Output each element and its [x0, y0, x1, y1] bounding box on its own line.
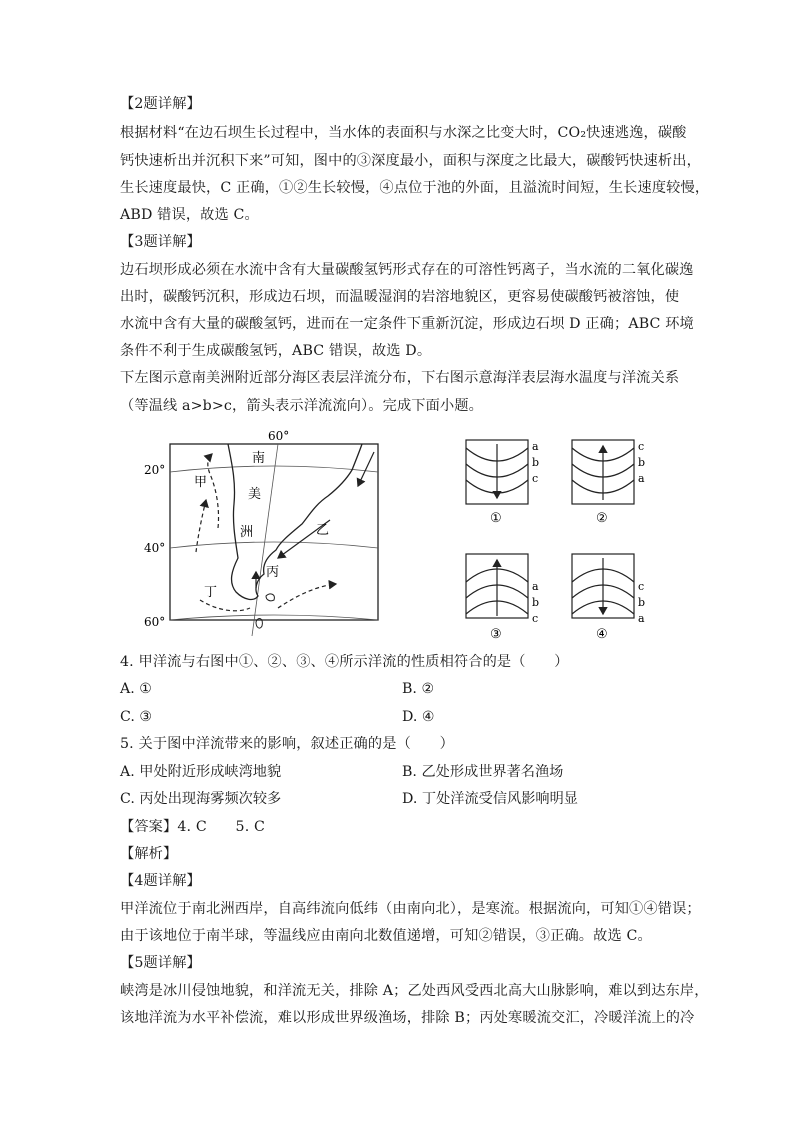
diagram-4 — [572, 554, 645, 642]
q4-option-a[interactable]: A. ① — [120, 681, 152, 697]
d4-number: ④ — [596, 627, 608, 642]
section2-line-3: 生长速度最快，C 正确，①②生长较慢，④点位于池的外面，且溢流时间短，生长速度较慢， — [120, 180, 710, 196]
d1-label-1: a — [532, 440, 539, 453]
diagram-2 — [572, 440, 645, 526]
lon-label: 60° — [268, 429, 290, 443]
section4-line-1: 甲洋流位于南北洲西岸，自高纬流向低纬（由南向北），是寒流。根据流向，可知①④错误； — [120, 901, 701, 917]
q5-option-a[interactable]: A. 甲处附近形成峡湾地貌 — [120, 764, 282, 780]
q5-option-c[interactable]: C. 丙处出现海雾频次较多 — [120, 791, 282, 807]
d3-label-1: a — [532, 580, 539, 593]
label-ding: 丁 — [204, 585, 218, 600]
d2-label-3: a — [638, 472, 645, 485]
section5-line-2: 该地洋流为水平补偿流，难以形成世界级渔场，排除 B；丙处寒暖流交汇，冷暖洋流上的冷 — [120, 1010, 695, 1026]
continent-char-1: 南 — [252, 451, 266, 466]
lat-label-20: 20° — [144, 463, 166, 477]
diagram-1 — [466, 440, 539, 526]
d2-number: ② — [596, 511, 608, 526]
q4-stem: 4. 甲洋流与右图中①、②、③、④所示洋流的性质相符合的是（ ） — [120, 654, 569, 670]
intro-line-2: （等温线 a>b>c，箭头表示洋流流向）。完成下面小题。 — [120, 398, 483, 414]
q5-stem: 5. 关于图中洋流带来的影响，叙述正确的是（ ） — [120, 736, 454, 752]
d4-label-3: a — [638, 612, 645, 625]
label-yi: 乙 — [316, 523, 330, 538]
diagram-3 — [466, 554, 539, 642]
d3-label-3: c — [532, 612, 539, 625]
d3-label-2: b — [532, 596, 540, 609]
q4-option-b[interactable]: B. ② — [402, 681, 435, 697]
q5-option-d[interactable]: D. 丁处洋流受信风影响明显 — [402, 791, 578, 807]
section2-line-2: 钙快速析出并沉积下来”可知，图中的③深度最小，面积与深度之比最大，碳酸钙快速析出， — [120, 153, 701, 169]
d4-label-1: c — [638, 580, 645, 593]
intro-line-1: 下左图示意南美洲附近部分海区表层洋流分布，下右图示意海洋表层海水温度与洋流关系 — [120, 370, 680, 386]
section4-line-2: 由于该地位于南半球，等温线应由南向北数值递增，可知②错误，③正确。故选 C。 — [120, 928, 652, 944]
section4-heading: 【4题详解】 — [120, 873, 201, 889]
q4-option-c[interactable]: C. ③ — [120, 709, 153, 725]
section2-line-4: ABD 错误，故选 C。 — [120, 207, 259, 223]
d3-number: ③ — [490, 627, 502, 642]
d1-label-2: b — [532, 456, 540, 469]
section3-line-2: 出时，碳酸钙沉积，形成边石坝，而温暖湿润的岩溶地貌区，更容易使碳酸钙被溶蚀，使 — [120, 289, 680, 305]
analysis-heading: 【解析】 — [120, 846, 178, 862]
lat-label-60: 60° — [144, 615, 166, 629]
continent-char-3: 洲 — [240, 525, 254, 540]
section2-line-1: 根据材料“在边石坝生长过程中，当水体的表面积与水深之比变大时，CO₂快速逃逸，碳酸 — [120, 125, 687, 141]
q4-option-d[interactable]: D. ④ — [402, 709, 435, 725]
label-jia: 甲 — [194, 475, 208, 490]
section3-line-4: 条件不利于生成碳酸氢钙，ABC 错误，故选 D。 — [120, 343, 432, 359]
d2-label-2: b — [638, 456, 646, 469]
d1-number: ① — [490, 511, 502, 526]
section5-line-1: 峡湾是冰川侵蚀地貌，和洋流无关，排除 A；乙处西风受西北高大山脉影响，难以到达东岸， — [120, 983, 709, 999]
section2-heading: 【2题详解】 — [120, 96, 201, 112]
isotherm-diagrams — [452, 434, 672, 644]
d2-label-1: c — [638, 440, 645, 453]
lat-label-40: 40° — [144, 541, 166, 555]
label-bing: 丙 — [266, 565, 280, 580]
answer-line: 【答案】4. C 5. C — [120, 819, 266, 835]
section3-line-1: 边石坝形成必须在水流中含有大量碳酸氢钙形式存在的可溶性钙离子，当水流的二氧化碳逸 — [120, 262, 694, 278]
south-america-current-map — [140, 424, 390, 644]
d1-label-3: c — [532, 472, 539, 485]
section3-line-3: 水流中含有大量的碳酸氢钙，进而在一定条件下重新沉淀，形成边石坝 D 正确；ABC 环境 — [120, 316, 694, 332]
section5-heading: 【5题详解】 — [120, 955, 201, 971]
d4-label-2: b — [638, 596, 646, 609]
continent-char-2: 美 — [248, 487, 262, 502]
section3-heading: 【3题详解】 — [120, 234, 201, 250]
q5-option-b[interactable]: B. 乙处形成世界著名渔场 — [402, 764, 564, 780]
